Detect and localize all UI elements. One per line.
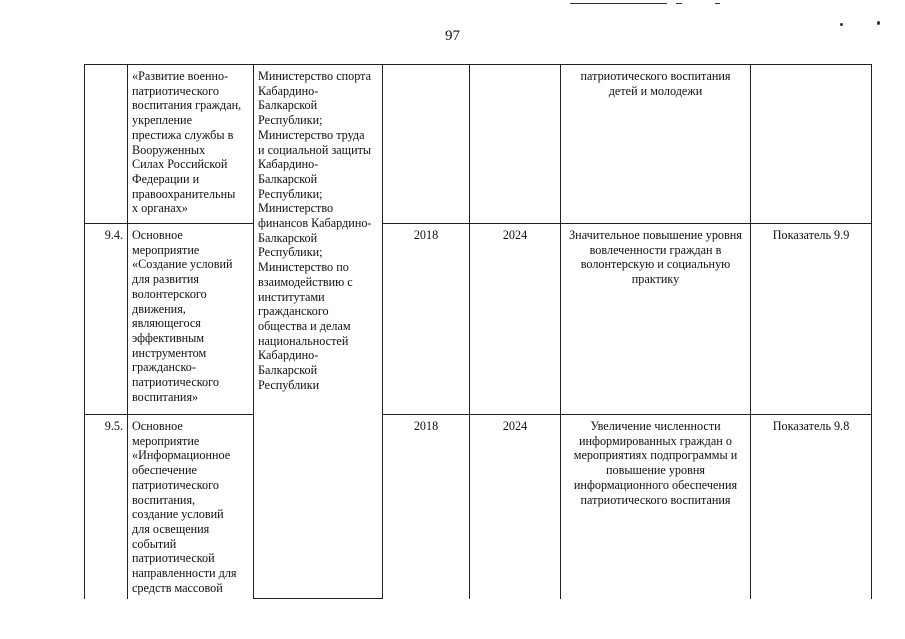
expected-result [561, 415, 751, 599]
expected-result-text: патриотического воспитания детей и молодежи [580, 69, 731, 98]
activities-table [84, 64, 872, 599]
expected-result [561, 224, 751, 415]
activity-name-text: Основное мероприятие «Информационное обеспечение патриотического воспитания, создание условий для освещения событий патриотической направленности для средств массовой [132, 419, 237, 595]
end-year [470, 65, 561, 224]
executor-cell [254, 65, 383, 599]
executor-text: Министерство спорта Кабардино- Балкарской Республики; Министерство труда и социальной защиты Кабардино- Балкарской Республики; Министерство финансов Кабардино- Балкарской Республики; Министерство по взаимодействию с институтами гражданского общества и делам национальностей Кабардино- Балкарской Республики [258, 69, 372, 392]
row-number: 9.4. [85, 224, 128, 415]
start-year: 2018 [383, 224, 470, 415]
expected-result-text: Увеличение численности информированных граждан о мероприятиях подпрограммы и повышение уровня информационного обеспечения патриотического воспитания [573, 419, 738, 507]
scan-artifact-speck [877, 21, 880, 25]
scan-artifact-speck [840, 23, 843, 26]
end-year: 2024 [470, 415, 561, 599]
activity-name-text: «Развитие военно- патриотического воспитания граждан, укрепление престижа службы в Вооруженных Силах Российской Федерации и правоохранительны х органах» [132, 69, 242, 216]
expected-result [561, 65, 751, 224]
row-number [85, 65, 128, 224]
indicator [751, 65, 872, 224]
end-year: 2024 [470, 224, 561, 415]
scan-artifact-line [570, 3, 667, 4]
activity-name [128, 415, 254, 599]
table-row [85, 65, 872, 224]
scan-artifact-line [715, 3, 720, 4]
activity-name [128, 224, 254, 415]
start-year: 2018 [383, 415, 470, 599]
start-year [383, 65, 470, 224]
scan-artifact-line [676, 3, 682, 4]
activity-name [128, 65, 254, 224]
expected-result-text: Значительное повышение уровня вовлеченности граждан в волонтерскую и социальную практику [569, 228, 742, 287]
page-number: 97 [445, 28, 460, 44]
table-row [85, 415, 872, 599]
row-number: 9.5. [85, 415, 128, 599]
indicator: Показатель 9.8 [751, 415, 872, 599]
table-row [85, 224, 872, 415]
indicator: Показатель 9.9 [751, 224, 872, 415]
activity-name-text: Основное мероприятие «Создание условий для развития волонтерского движения, являющегося эффективным инструментом гражданско- патриотического воспитания» [132, 228, 233, 404]
